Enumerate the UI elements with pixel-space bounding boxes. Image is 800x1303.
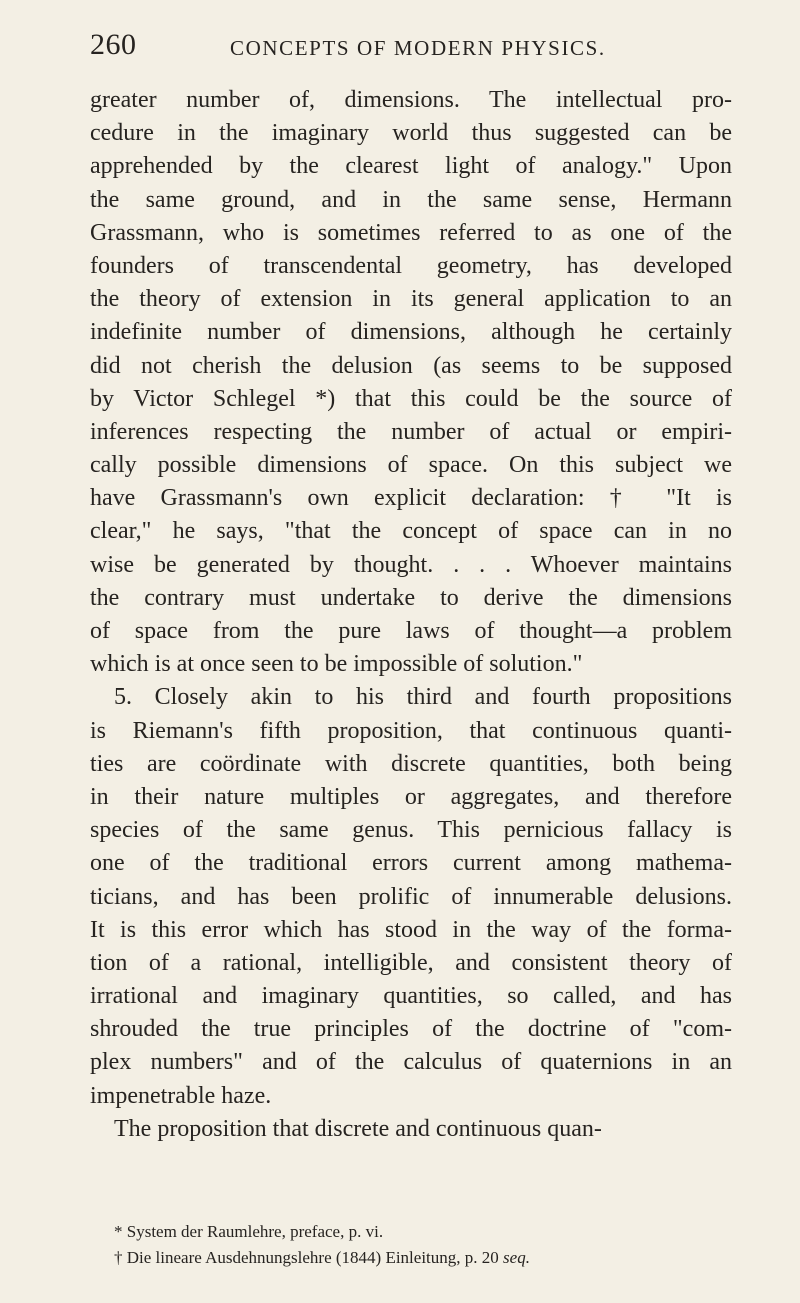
text-line: greater number of, dimensions. The intellectual pro- [90,87,732,113]
text-line: tion of a rational, intelligible, and consistent theory of [90,949,732,976]
text-line: indefinite number of dimensions, although he certainly [90,319,732,346]
footnote-grassmann [90,1245,732,1271]
text-line: in their nature multiples or aggregates, and therefore [90,783,732,810]
text-line: by Victor Schlegel *) that this could be the source of [90,385,732,412]
text-line: Grassmann, who is sometimes referred to as one of the [90,219,732,246]
text-line: which is at once seen to be impossible of solution." [90,651,583,678]
text-line: the contrary must undertake to derive the dimensions [90,584,732,611]
footnote-grassmann-text: † Die lineare Ausdehnungslehre (1844) Einleitung, p. 20 [114,1248,499,1267]
footnote-grassmann-suffix: seq. [503,1248,530,1267]
footnote-schlegel: * System der Raumlehre, preface, p. vi. [114,1222,384,1241]
text-line: cedure in the imaginary world thus suggested can be [90,120,732,147]
running-title: CONCEPTS OF MODERN PHYSICS. [230,36,606,60]
text-line: irrational and imaginary quantities, so called, and has [90,983,732,1010]
text-line: cally possible dimensions of space. On this subject we [90,452,732,479]
running-head [90,28,730,72]
text-line: have Grassmann's own explicit declaration: † "It is [90,485,732,512]
text-line: is Riemann's fifth proposition, that continuous quanti- [90,717,732,744]
text-line: one of the traditional errors current among mathema- [90,850,732,877]
text-line: clear," he says, "that the concept of space can in no [90,518,732,545]
text-line: shrouded the true principles of the doctrine of "com- [90,1016,732,1043]
text-line: species of the same genus. This pernicious fallacy is [90,817,732,844]
text-line: did not cherish the delusion (as seems to be supposed [90,352,732,379]
body-text [90,84,732,1146]
page-number: 260 [90,28,137,61]
text-line: impenetrable haze. [90,1082,272,1109]
text-line: ties are coördinate with discrete quantities, both being [90,750,732,777]
paragraph-start-line: 5. Closely akin to his third and fourth propositions [114,684,732,711]
text-line: It is this error which has stood in the way of the forma- [90,916,732,943]
text-line: apprehended by the clearest light of analogy." Upon [90,153,732,180]
text-line: ticians, and has been prolific of innumerable delusions. [90,883,732,910]
text-line: wise be generated by thought. . . . Whoever maintains [90,551,732,578]
text-line: the theory of extension in its general application to an [90,286,732,313]
text-line: the same ground, and in the same sense, Hermann [90,186,732,213]
paragraph-start-line: The proposition that discrete and continuous quan- [114,1115,602,1142]
text-line: plex numbers" and of the calculus of quaternions in an [90,1049,732,1076]
text-line: founders of transcendental geometry, has developed [90,252,732,279]
text-line: inferences respecting the number of actual or empiri- [90,418,732,445]
text-line: of space from the pure laws of thought—a problem [90,618,732,644]
footnotes [90,1219,732,1271]
